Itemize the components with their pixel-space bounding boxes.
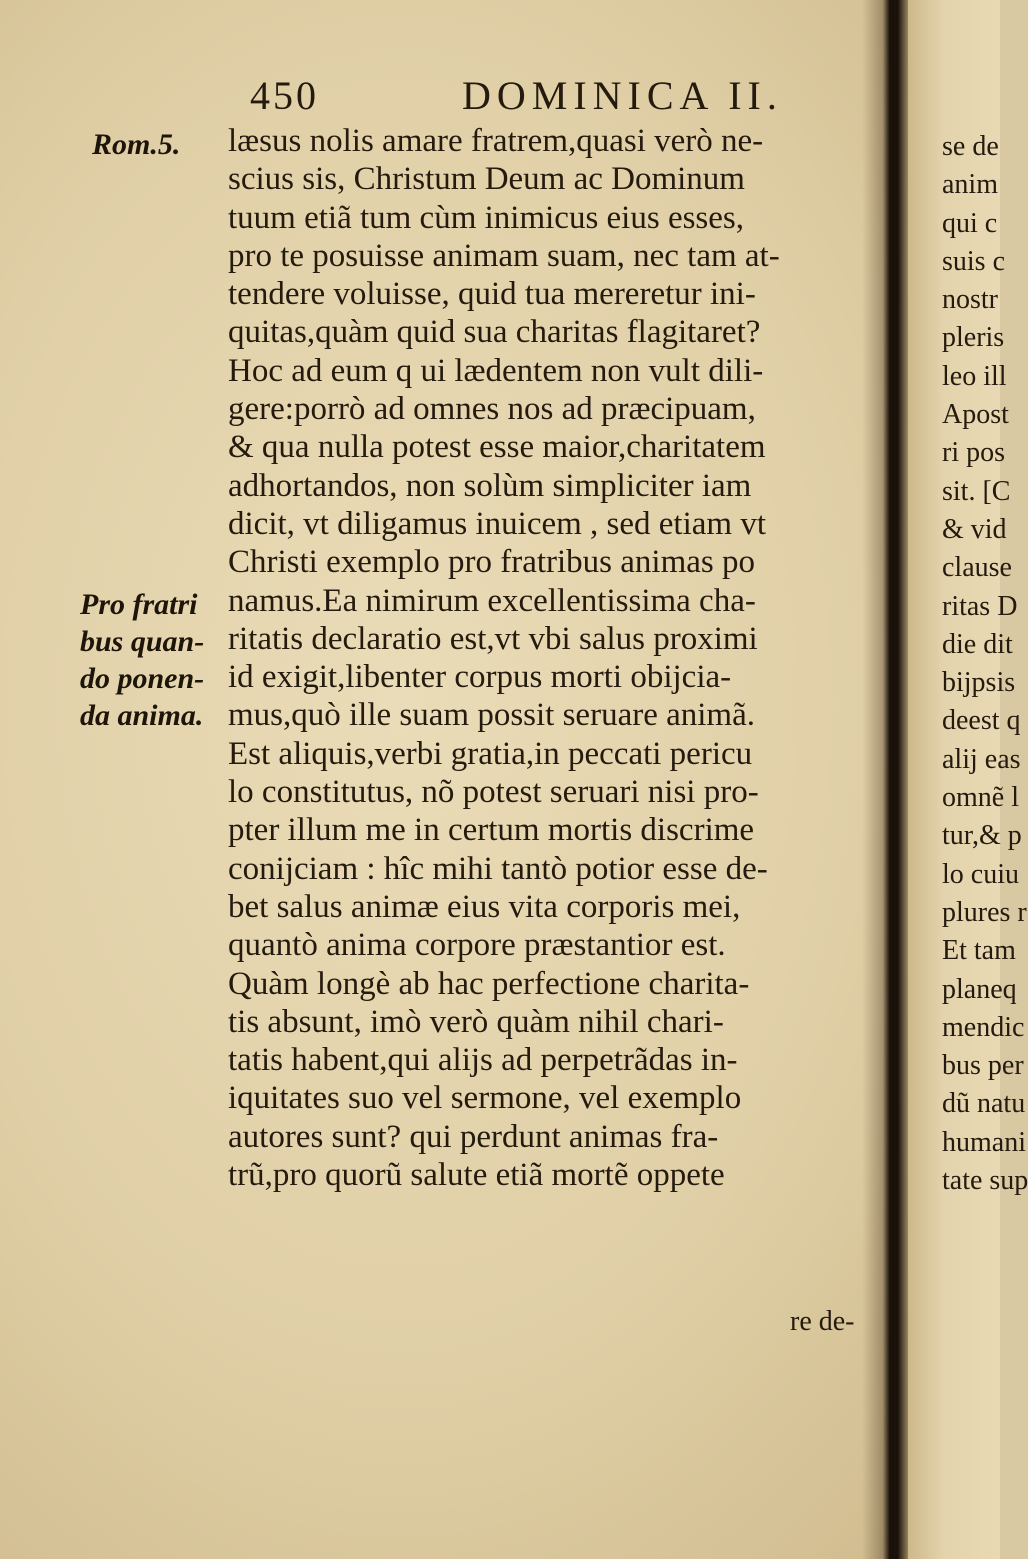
text-line: quantò anima corpore præstantior est. — [228, 927, 726, 964]
facing-text-line: bus per — [942, 1050, 1024, 1082]
margin-note-reference: Rom.5. — [92, 128, 181, 161]
facing-text-line: leo ill — [942, 360, 1007, 392]
running-header — [250, 72, 810, 122]
text-line: & qua nulla potest esse maior,charitatem — [228, 429, 766, 466]
facing-text-line: bijpsis — [942, 667, 1016, 699]
text-line: Est aliquis,verbi gratia,in peccati pericu — [228, 735, 753, 772]
facing-text-line: sit. [C — [942, 475, 1011, 507]
text-line: Quàm longè ab hac perfectione charita- — [228, 965, 750, 1002]
facing-text-line: & vid — [942, 513, 1007, 545]
margin-note-line: bus quan- — [80, 625, 205, 658]
text-line: quitas,quàm quid sua charitas flagitaret? — [228, 314, 761, 351]
facing-text-line: plures r — [942, 896, 1027, 928]
text-line: autores sunt? qui perdunt animas fra- — [228, 1118, 719, 1155]
facing-text-line: omnẽ l — [942, 782, 1019, 814]
facing-text-line: lo cuiu — [942, 858, 1019, 890]
text-line: Hoc ad eum q ui lædentem non vult dili- — [228, 352, 764, 389]
facing-text-line: humani — [942, 1126, 1026, 1158]
text-line: tis absunt, imò verò quàm nihil chari- — [228, 1003, 724, 1040]
text-line: conijciam : hîc mihi tantò potior esse de- — [228, 850, 768, 887]
text-line: gere:porrò ad omnes nos ad præcipuam, — [228, 391, 756, 428]
facing-text-line: planeq — [942, 973, 1017, 1005]
text-line: scius sis, Christum Deum ac Dominum — [228, 161, 745, 198]
text-line: pter illum me in certum mortis discrime — [228, 812, 755, 849]
margin-note-line: do ponen- — [80, 662, 205, 695]
text-line: id exigit,libenter corpus morti obijcia- — [228, 659, 732, 696]
text-line: namus.Ea nimirum excellentissima cha- — [228, 582, 756, 619]
facing-text-line: suis c — [942, 245, 1005, 277]
facing-text-line: qui c — [942, 207, 998, 239]
page-number: 450 — [250, 73, 319, 118]
text-line: Christi exemplo pro fratribus animas po — [228, 544, 755, 581]
catchword: re de- — [790, 1306, 855, 1337]
facing-text-line: ritas D — [942, 590, 1018, 622]
margin-note-line: da anima. — [80, 699, 204, 732]
facing-text-line: tate sup — [942, 1165, 1028, 1197]
text-line: mus,quò ille suam possit seruare animã. — [228, 697, 755, 734]
text-line: adhortandos, non solùm simpliciter iam — [228, 467, 752, 504]
text-line: lo constitutus, nõ potest seruari nisi pro- — [228, 774, 759, 811]
margin-note-side — [80, 586, 204, 734]
facing-text-line: die dit — [942, 628, 1013, 660]
facing-text-line: tur,& p — [942, 820, 1022, 852]
facing-text-line: clause — [942, 552, 1012, 584]
facing-text-line: Apost — [942, 399, 1009, 431]
text-line: bet salus animæ eius vita corporis mei, — [228, 888, 741, 925]
text-line: tatis habent,qui alijs ad perpetrãdas in- — [228, 1042, 738, 1079]
facing-text-line: se de — [942, 131, 999, 162]
facing-page-text — [942, 128, 1028, 1200]
margin-note-line: Pro fratri — [80, 588, 198, 621]
facing-text-line: nostr — [942, 284, 998, 316]
text-line: læsus nolis amare fratrem,quasi verò ne- — [228, 123, 764, 159]
facing-text-line: alij eas — [942, 743, 1021, 775]
text-line: tendere voluisse, quid tua mereretur ini- — [228, 276, 756, 313]
facing-text-line: pleris — [942, 322, 1005, 354]
facing-text-line: mendic — [942, 1011, 1025, 1043]
text-line: ritatis declaratio est,vt vbi salus proximi — [228, 620, 758, 657]
text-line: dicit, vt diligamus inuicem , sed etiam vt — [228, 505, 766, 542]
text-line: trũ,pro quorũ salute etiã mortẽ oppete — [228, 1157, 725, 1194]
facing-text-line: ri pos — [942, 437, 1005, 469]
text-line: tuum etiã tum cùm inimicus eius esses, — [228, 199, 745, 236]
facing-text-line: Et tam — [942, 935, 1016, 967]
running-title: DOMINICA II. — [462, 73, 783, 118]
facing-text-line: dũ natu — [942, 1088, 1026, 1120]
facing-text-line: deest q — [942, 705, 1021, 737]
body-text — [228, 122, 878, 1194]
text-line: pro te posuisse animam suam, nec tam at- — [228, 237, 780, 274]
book-gutter — [862, 0, 908, 1559]
text-line: iquitates suo vel sermone, vel exemplo — [228, 1080, 742, 1117]
facing-text-line: anim — [942, 169, 998, 201]
